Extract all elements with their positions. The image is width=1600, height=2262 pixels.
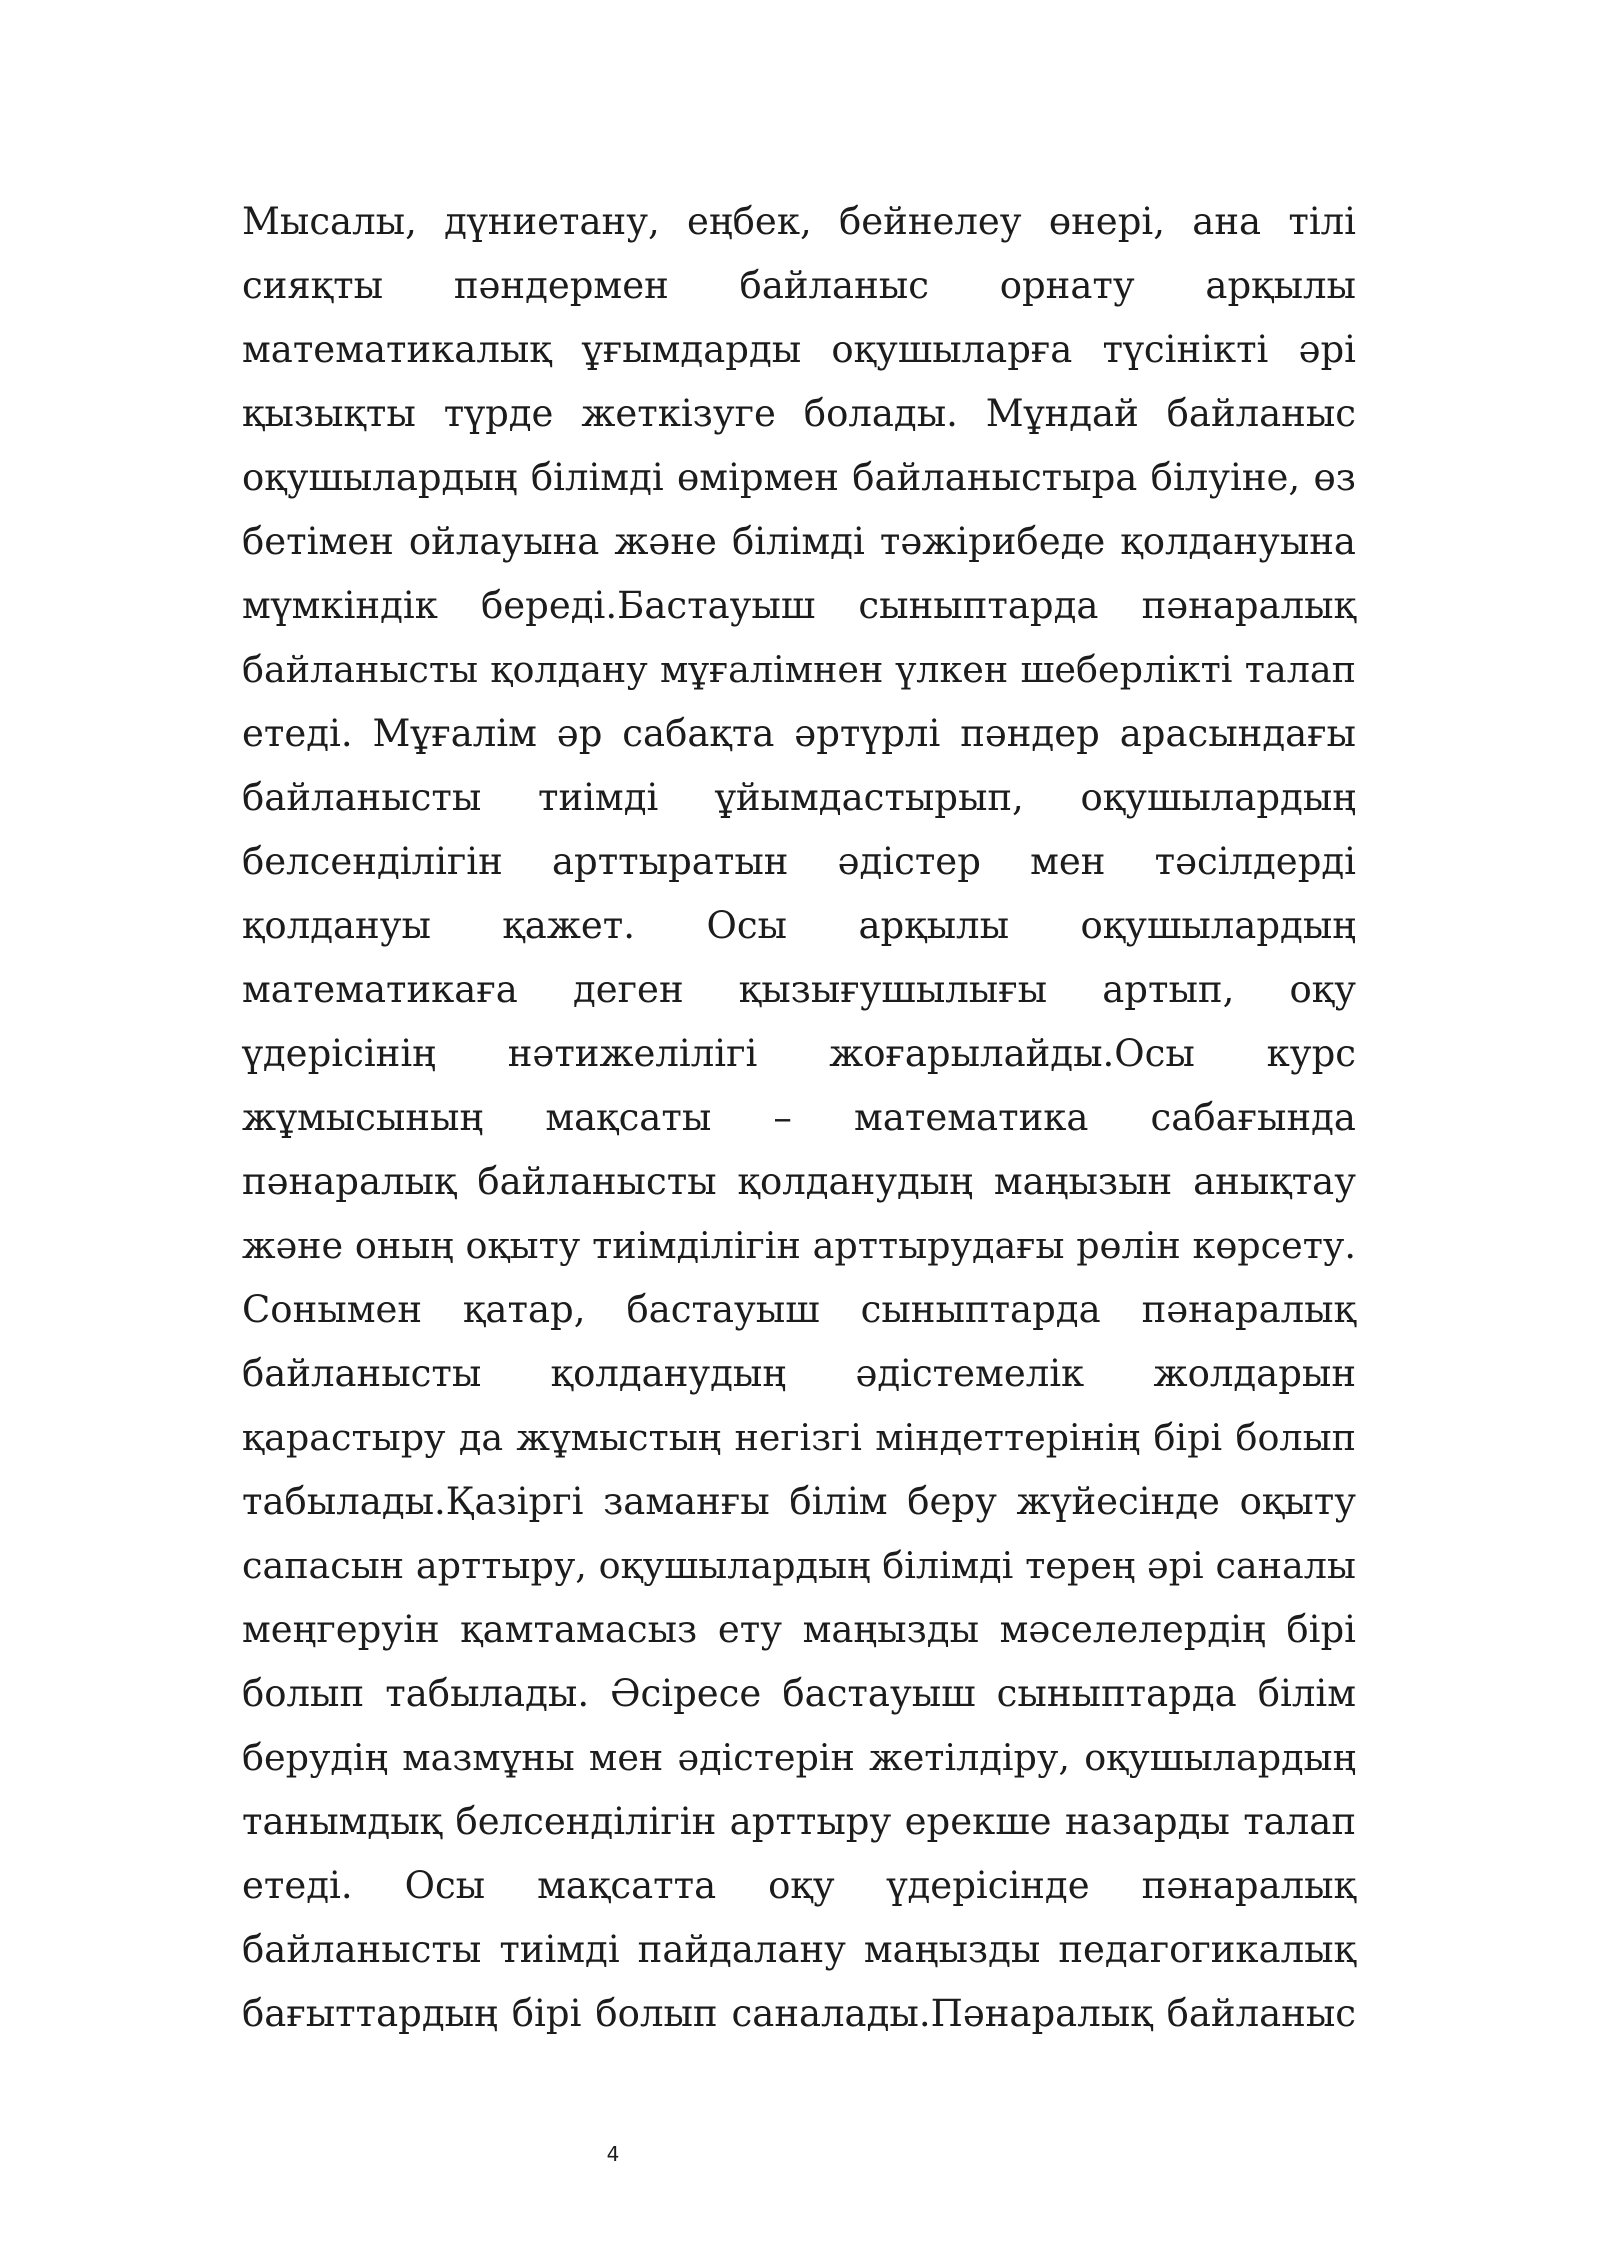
text-line: табылады.Қазіргі заманғы білім беру жүйесінде оқыту — [242, 1480, 1356, 1523]
text-line: бағыттардың бірі болып саналады.Пәнаралық байланыс — [242, 1992, 1356, 2035]
text-line: математикаға деген қызығушылығы артып, оқу — [242, 968, 1356, 1011]
text-line: етеді. Мұғалім әр сабақта әртүрлі пәндер арасындағы — [242, 712, 1356, 755]
text-line: берудің мазмұны мен әдістерін жетілдіру, оқушылардың — [242, 1736, 1356, 1779]
text-line: меңгеруін қамтамасыз ету маңызды мәселелердің бірі — [242, 1608, 1356, 1651]
page-number: 4 — [606, 2142, 620, 2166]
text-line: Мысалы, дүниетану, еңбек, бейнелеу өнері, ана тілі — [242, 200, 1356, 243]
text-line: сапасын арттыру, оқушылардың білімді терең әрі саналы — [242, 1544, 1356, 1587]
text-line: бетімен ойлауына және білімді тәжірибеде қолдануына — [242, 520, 1356, 563]
text-line: оқушылардың білімді өмірмен байланыстыра білуіне, өз — [242, 456, 1356, 499]
text-line: мүмкіндік береді.Бастауыш сыныптарда пәнаралық — [242, 584, 1356, 627]
text-line: сияқты пәндермен байланыс орнату арқылы — [242, 264, 1356, 307]
text-line: қызықты түрде жеткізуге болады. Мұндай байланыс — [242, 392, 1356, 435]
text-line: белсенділігін арттыратын әдістер мен тәсілдерді — [242, 840, 1356, 883]
text-line: Сонымен қатар, бастауыш сыныптарда пәнаралық — [242, 1288, 1356, 1331]
body-paragraph — [242, 190, 1356, 2046]
text-line: байланысты қолданудың әдістемелік жолдарын — [242, 1352, 1356, 1395]
text-line: пәнаралық байланысты қолданудың маңызын анықтау — [242, 1160, 1356, 1203]
text-line: танымдық белсенділігін арттыру ерекше назарды талап — [242, 1800, 1356, 1843]
text-line: қарастыру да жұмыстың негізгі міндеттерінің бірі болып — [242, 1416, 1356, 1459]
text-line: байланысты тиімді пайдалану маңызды педагогикалық — [242, 1928, 1356, 1971]
text-line: етеді. Осы мақсатта оқу үдерісінде пәнаралық — [242, 1864, 1356, 1907]
text-line: байланысты қолдану мұғалімнен үлкен шеберлікті талап — [242, 648, 1356, 691]
text-line: және оның оқыту тиімділігін арттырудағы рөлін көрсету. — [242, 1224, 1356, 1267]
text-line: үдерісінің нәтижелілігі жоғарылайды.Осы курс — [242, 1032, 1356, 1075]
text-line: математикалық ұғымдарды оқушыларға түсінікті әрі — [242, 328, 1356, 371]
text-line: жұмысының мақсаты – математика сабағында — [242, 1096, 1356, 1139]
text-line: байланысты тиімді ұйымдастырып, оқушылардың — [242, 776, 1356, 819]
text-line: қолдануы қажет. Осы арқылы оқушылардың — [242, 904, 1356, 947]
text-line: болып табылады. Әсіресе бастауыш сыныптарда білім — [242, 1672, 1356, 1715]
